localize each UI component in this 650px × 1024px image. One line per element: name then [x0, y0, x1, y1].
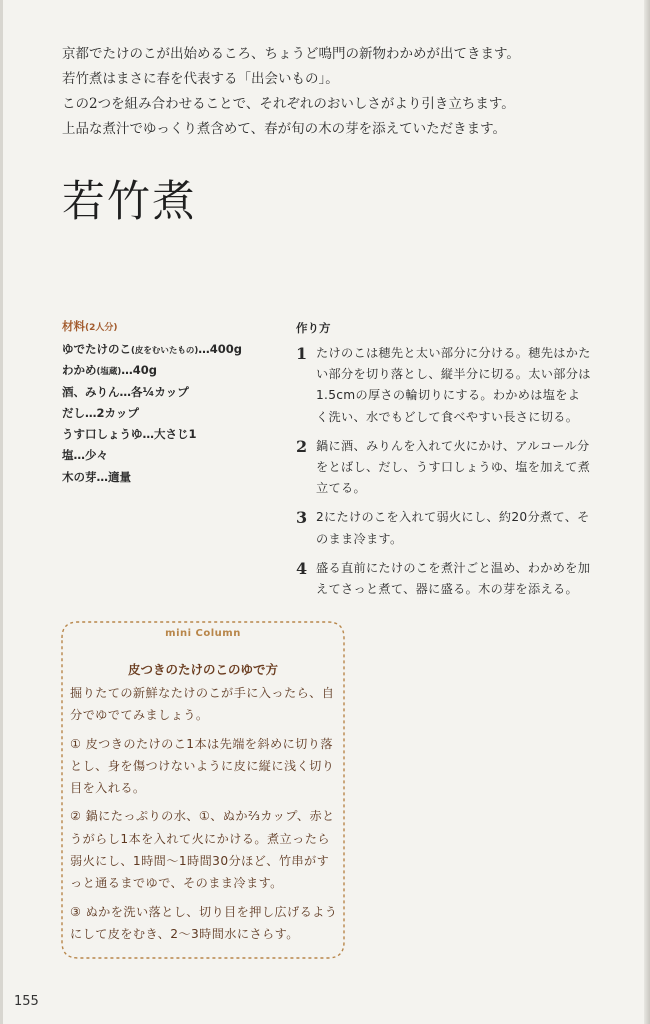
mini-column-body	[70, 682, 338, 951]
ingredient-qty: …400g	[198, 342, 243, 356]
method-step	[296, 436, 592, 500]
ingredient-qty: …適量	[96, 469, 131, 484]
mini-column-paragraph: 掘りたての新鮮なたけのこが手に入ったら、自分でゆでてみましょう。	[70, 686, 335, 723]
ingredient-item	[62, 404, 292, 425]
ingredient-name: わかめ	[62, 363, 97, 378]
ingredient-item	[62, 425, 292, 446]
method-step	[296, 558, 592, 600]
step-text: たけのこは穂先と太い部分に分ける。穂先はかたい部分を切り落とし、縦半分に切る。太い部分は1.5cmの厚さの輪切りにする。わかめは塩をよく洗い、水でもどして食べやすい長さに切る。	[316, 346, 591, 424]
intro-text	[62, 42, 622, 142]
method-section	[296, 320, 592, 608]
ingredient-item	[62, 383, 292, 404]
ingredient-item	[62, 361, 292, 382]
mini-column-paragraph: ① 皮つきのたけのこ1本は先端を斜めに切り落とし、身を傷つけないように皮に縦に浅く切り目を入れる。	[70, 736, 335, 796]
ingredient-qty: …少々	[73, 448, 108, 463]
ingredient-qty: …40g	[121, 363, 158, 378]
ingredient-qty: …各¼カップ	[119, 384, 189, 399]
recipe-title: 若竹煮	[62, 177, 197, 227]
ingredient-item	[62, 446, 292, 467]
ingredients-heading	[62, 318, 292, 334]
page-edge	[0, 0, 3, 1024]
mini-column-title: 皮つきのたけのこのゆで方	[127, 662, 278, 677]
ingredient-item	[62, 468, 292, 489]
ingredient-note: (皮をむいたもの)	[131, 346, 199, 356]
step-text: 2にたけのこを入れて弱火にし、約20分煮て、そのまま冷ます。	[316, 510, 590, 546]
intro-line: 上品な煮汁でゆっくり煮含めて、春が旬の木の芽を添えていただきます。	[62, 121, 507, 137]
method-heading: 作り方	[296, 321, 331, 335]
step-number: 1	[296, 344, 308, 363]
mini-column-paragraph: ② 鍋にたっぷりの水、①、ぬか⅔カップ、赤とうがらし1本を入れて火にかける。煮立ったら弱火にし、1時間〜1時間30分ほど、竹串がすっと通るまでゆで、そのまま冷ます。	[70, 809, 335, 891]
page-number: 155	[14, 994, 39, 1009]
step-text: 盛る直前にたけのこを煮汁ごと温め、わかめを加えてさっと煮て、器に盛る。木の芽を添える。	[316, 560, 591, 597]
step-number: 2	[296, 436, 308, 456]
ingredient-name: 酒、みりん	[62, 384, 120, 399]
intro-line: この2つを組み合わせることで、それぞれのおいしさがより引き立ちます。	[62, 96, 515, 112]
step-number: 3	[296, 508, 308, 528]
ingredient-name: 木の芽	[62, 469, 97, 484]
method-step	[296, 343, 592, 428]
ingredient-name: うす口しょうゆ	[62, 427, 143, 442]
ingredient-name: だし	[62, 405, 85, 420]
ingredients-section	[62, 318, 292, 489]
mini-column-paragraph: ③ ぬかを洗い落とし、切り目を押し広げるようにして皮をむき、2〜3時間水にさらす。	[70, 904, 338, 941]
step-number: 4	[296, 558, 308, 578]
ingredients-servings: (2人分)	[85, 323, 118, 333]
ingredient-name: ゆでたけのこ	[62, 342, 131, 356]
ingredients-heading-label: 材料	[62, 319, 85, 333]
intro-line: 京都でたけのこが出始めるころ、ちょうど鳴門の新物わかめが出てきます。	[62, 46, 520, 62]
ingredient-note: (塩蔵)	[96, 367, 122, 378]
method-step	[296, 507, 592, 549]
intro-line: 若竹煮はまさに春を代表する「出会いもの」。	[62, 71, 339, 87]
ingredient-item	[62, 340, 292, 361]
ingredient-qty: …2カップ	[85, 405, 139, 420]
page-edge-right	[644, 0, 650, 1024]
ingredient-qty: …大さじ1	[142, 427, 197, 442]
mini-column-label: mini Column	[165, 628, 241, 639]
ingredient-name: 塩	[62, 448, 74, 463]
mini-column-box	[58, 618, 348, 962]
step-text: 鍋に酒、みりんを入れて火にかけ、アルコール分をとばし、だし、うす口しょうゆ、塩を加えて煮立てる。	[316, 438, 591, 496]
